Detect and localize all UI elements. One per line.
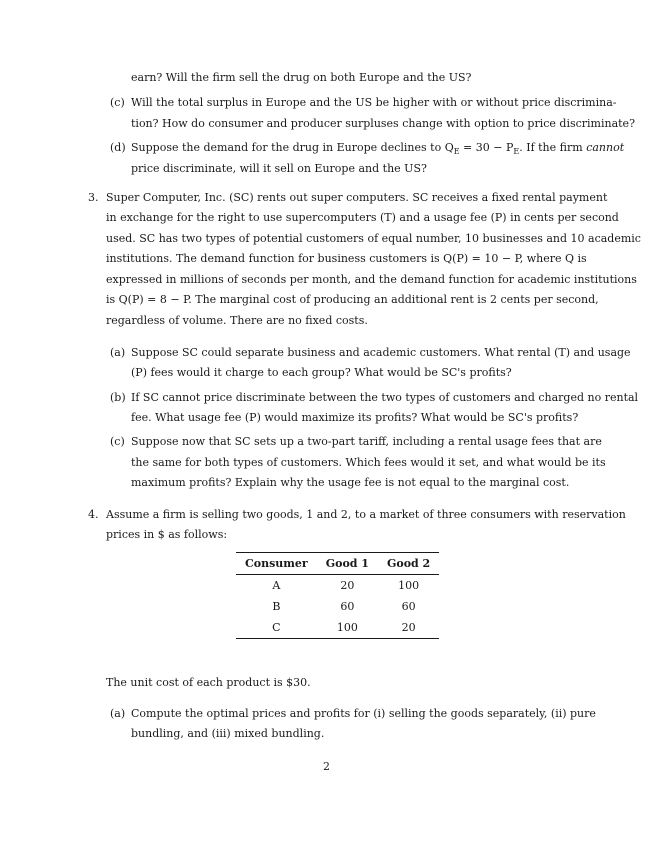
q3-line-6: is Q(P) = 8 − P. The marginal cost of producing an additional rent is 2 cents per second, [106,293,599,306]
q3-item-c-label: (c) [110,435,125,448]
q3-item-b-line-2: fee. What usage fee (P) would maximize its profits? What would be SC's profits? [131,411,579,424]
q4-item-a-label: (a) [110,707,126,720]
item-c-label: (c) [110,96,125,109]
item-d-text-b: = 30 − P [459,141,514,154]
table-cell: 60 [340,600,355,613]
item-d-text-a: Suppose the demand for the drug in Europe declines to Q [131,141,454,154]
q3-line-3: used. SC has two types of potential customers of equal number, 10 businesses and 10 academic [106,232,641,245]
question-3-number: 3. [88,191,99,204]
q3-item-c-line-3: maximum profits? Explain why the usage fee is not equal to the marginal cost. [131,476,570,489]
q3-line-4: institutions. The demand function for business customers is Q(P) = 10 − P, where Q is [106,252,587,265]
item-d-label: (d) [110,141,126,154]
table-row [236,617,439,639]
q3-item-c-line-2: the same for both types of customers. Which fees would it set, and what would be its [131,456,606,469]
table-row [236,596,439,617]
table-cell: 60 [401,600,416,613]
table-header-row [236,553,439,575]
table-cell: A [272,579,281,592]
item-d-line-1 [131,141,624,159]
table-cell: 20 [340,579,355,592]
table-cell: 100 [336,621,358,634]
item-d-text-c: . If the firm [519,141,587,154]
q4-item-a-line-2: bundling, and (iii) mixed bundling. [131,727,325,740]
table-row [236,575,439,597]
table-cell: 100 [398,579,420,592]
q4-item-a-line-1: Compute the optimal prices and profits for (i) selling the goods separately, (ii) pure [131,707,596,720]
q4-line-1: Assume a firm is selling two goods, 1 and 2, to a market of three consumers with reservation [106,508,626,521]
reservation-price-table [236,552,439,639]
q3-item-b-label: (b) [110,391,126,404]
item-c-line-1: Will the total surplus in Europe and the US be higher with or without price discrimina- [131,96,617,109]
item-c-line-2: tion? How do consumer and producer surpluses change with option to price discriminate? [131,117,635,130]
page-number: 2 [323,760,330,773]
item-d-sub-e1: E [453,147,460,157]
q3-line-2: in exchange for the right to use supercomputers (T) and a usage fee (P) in cents per second [106,211,619,224]
header-good-2: Good 2 [386,557,431,570]
item-d-cannot: cannot [586,141,625,154]
q4-line-2: prices in $ as follows: [106,528,228,541]
item-b-continuation: earn? Will the firm sell the drug on both Europe and the US? [131,71,472,84]
unit-cost-text: The unit cost of each product is $30. [106,676,311,689]
table-cell: C [272,621,281,634]
header-good-1: Good 1 [325,557,369,570]
q3-item-a-label: (a) [110,346,126,359]
q3-item-c-line-1: Suppose now that SC sets up a two-part tariff, including a rental usage fees that are [131,435,602,448]
q3-item-a-line-2: (P) fees would it charge to each group? What would be SC's profits? [131,366,512,379]
q3-line-1: Super Computer, Inc. (SC) rents out super computers. SC receives a fixed rental payment [106,191,608,204]
header-consumer: Consumer [245,557,308,570]
question-4-number: 4. [88,508,99,521]
table-cell: B [272,600,281,613]
table-cell: 20 [401,621,416,634]
item-d-sub-e2: E [513,147,520,157]
item-d-line-2: price discriminate, will it sell on Europe and the US? [131,162,427,175]
q3-line-5: expressed in millions of seconds per month, and the demand function for academic institutions [106,273,637,286]
q3-item-a-line-1: Suppose SC could separate business and academic customers. What rental (T) and usage [131,346,631,359]
q3-line-7: regardless of volume. There are no fixed costs. [106,314,368,327]
q3-item-b-line-1: If SC cannot price discriminate between the two types of customers and charged no rental [131,391,639,404]
